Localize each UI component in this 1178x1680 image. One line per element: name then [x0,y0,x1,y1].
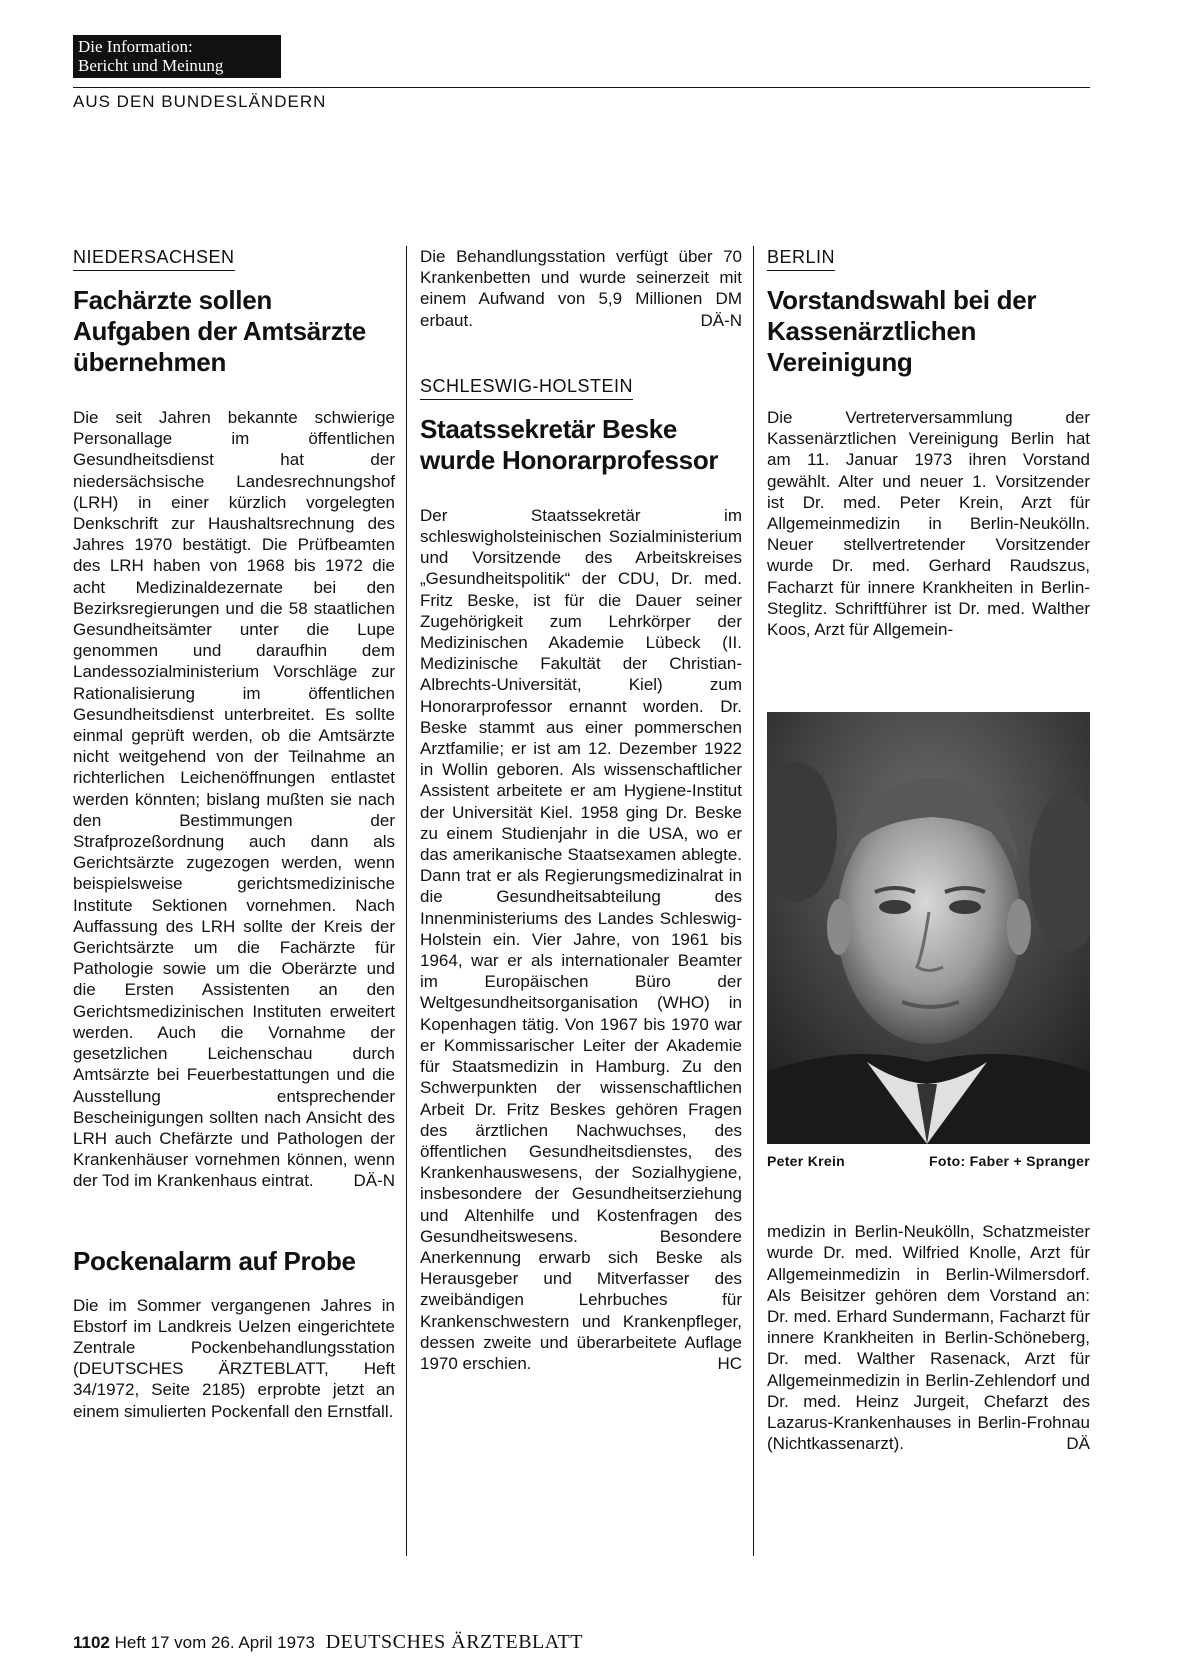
region-kicker-schleswig-holstein: SCHLESWIG-HOLSTEIN [420,375,633,400]
column-3 [767,246,1090,1454]
article-text: Die seit Jahren bekannte schwierige Personallage im öffentlichen Gesundheitsdienst hat der niedersächsische Landesrechnungshof (LRH) in einer kürzlich vorgelegten Denkschrift zur Haushaltsrechnung des Jahres 1970 bestätigt. Die Prüfbeamten des LRH haben von 1968 bis 1972 die acht Medizinaldezernate bei den Bezirksregierungen und die 58 staatlichen Gesundheitsämter unter die Lupe genommen und daraufhin dem Landessozialministerium Vorschläge zur Rationalisierung im öffentlichen Gesundheitsdienst unterbreitet. Es sollte einmal geprüft werden, ob die Amtsärzte nicht weitgehend von der Teilnahme an richterlichen Leichenöffnungen entlastet werden könnten; bislang mußten sie nach den Bestimmungen der Strafprozeßordnung auch dann als Gerichtsärzte zugezogen werden, wenn beispielsweise gerichtsmedizinische Institute Sektionen vornehmen. Nach Auffassung des LRH sollte der Kreis der Gerichtsärzte um die Fachärzte für Pathologie sowie um die Oberärzte und die Ersten Assistenten an den Gerichtsmedizinischen Instituten erweitert werden. Auch die Vornahme der gesetzlichen Leichenschau durch Amtsärzte bei Feuerbestattungen und die Ausstellung entsprechender Bescheinigungen sollten nach Ansicht des LRH auch Chefärzte und Pathologen der Krankenhäuser vornehmen können, wenn der Tod im Krankenhaus eintrat. [73,408,395,1191]
section-badge [73,35,281,78]
article-signature: DÄ-N [700,310,742,330]
article-body-pockenalarm-continued [420,246,742,331]
article-signature: DÄ [1066,1434,1090,1454]
article-text: Die Behandlungsstation verfügt über 70 Krankenbetten und wurde seinerzeit mit einem Aufwand von 5,9 Millionen DM erbaut. [420,247,742,330]
article-body-pockenalarm: Die im Sommer vergangenen Jahres in Ebstorf im Landkreis Uelzen eingerichtete Zentrale Pockenbehandlungsstation (DEUTSCHES ÄRZTEBLATT, Heft 34/1972, Seite 2185) erprobte jetzt an einem simulierten Pockenfall den Ernstfall. [73,1295,395,1421]
article-text: medizin in Berlin-Neukölln, Schatzmeister wurde Dr. med. Wilfried Knolle, Arzt für Allgemeinmedizin in Berlin-Wilmersdorf. Als Beisitzer gehören dem Vorstand an: Dr. med. Erhard Sundermann, Facharzt für innere Krankheiten in Berlin-Schöneberg, Dr. med. Walther Rasenack, Arzt für Allgemeinmedizin in Berlin-Zehlendorf und Dr. med. Heinz Jurgeit, Chefarzt des Lazarus-Krankenhauses in Berlin-Frohnau (Nichtkassenarzt). [767,1222,1090,1454]
section-rubric: AUS DEN BUNDESLÄNDERN [73,92,327,111]
article-headline-vorstandswahl: Vorstandswahl bei der Kassenärztlichen Vereinigung [767,285,1037,377]
journal-title: DEUTSCHES ÄRZTEBLATT [325,1631,583,1653]
issue-info: Heft 17 vom 26. April 1973 [114,1633,315,1652]
portrait-photo [767,712,1090,1144]
column-divider-1 [406,246,407,1556]
article-headline-beske: Staatssekretär Beske wurde Honorarprofessor [420,413,719,475]
article-body-vorstandswahl: Die Vertreterversammlung der Kassenärztlichen Vereinigung Berlin hat am 11. Januar 1973 ihren Vorstand gewählt. Alter und neuer 1. Vorsitzender ist Dr. med. Peter Krein, Arzt für Allgemeinmedizin in Berlin-Neukölln. Neuer stellvertretender Vorsitzender wurde Dr. med. Gerhard Raudszus, Facharzt für innere Krankheiten in Berlin-Steglitz. Schriftführer ist Dr. med. Walther Koos, Arzt für Allgemein- [767,408,1090,640]
article-text: Der Staatssekretär im schleswigholsteinischen Sozialministerium und Vorsitzende des Arbeitskreises „Gesundheitspolitik“ der CDU, Dr. med. Fritz Beske, ist für die Dauer seiner Zugehörigkeit zum Lehrkörper der Medizinischen Akademie Lübeck (II. Medizinische Fakultät der Christian-Albrechts-Universität, Kiel) zum Honorarprofessor ernannt worden. Dr. Beske stammt aus einer pommerschen Arztfamilie; er ist am 12. Dezember 1922 in Wollin geboren. Als wissenschaftlicher Assistent arbeitete er am Hygiene-Institut der Universität Kiel. 1958 ging Dr. Beske zu einem Studienjahr in die USA, wo er das amerikanische Staatsexamen ablegte. Dann trat er als Regierungsmedizinalrat in die Gesundheitsabteilung des Innenministeriums des Landes Schleswig-Holstein ein. Vier Jahre, von 1961 bis 1964, war er als internationaler Beamter im Europäischen Büro der Weltgesundheitsorganisation (WHO) in Kopenhagen tätig. Von 1967 bis 1970 war er Kommissarischer Leiter der Akademie für Staatsmedizin in Hamburg. Zu den Schwerpunkten der wissenschaftlichen Arbeit Dr. Fritz Beskes gehören Fragen des ärztlichen Nachwuchses, des öffentlichen Gesundheitsdienstes, des Krankenhauswesens, der Sozialhygiene, insbesondere der Gesundheitserziehung und Altenhilfe und Kostenfragen des Gesundheitswesens. Besondere Anerkennung erwarb sich Beske als Herausgeber und Mitverfasser des zweibändigen Lehrbuches für Krankenschwestern und Krankenpfleger, dessen zweite und überarbeitete Auflage 1970 erschien. [420,505,742,1373]
page-number: 1102 [73,1633,110,1652]
region-kicker-berlin: BERLIN [767,246,835,271]
photo-caption [767,1153,1090,1169]
header-rule [73,87,1090,88]
article-body-vorstandswahl-continued [767,1221,1090,1454]
article-headline-fachaerzte: Fachärzte sollen Aufgaben der Amtsärzte übernehmen [73,285,366,377]
column-divider-2 [753,246,754,1556]
badge-line-2: Bericht und Meinung [78,56,224,75]
article-headline-pockenalarm: Pockenalarm auf Probe [73,1245,356,1276]
caption-credit: Foto: Faber + Spranger [928,1153,1090,1170]
region-kicker-niedersachsen: NIEDERSACHSEN [73,246,235,271]
article-body-fachaerzte [73,407,395,1192]
portrait-image [767,712,1090,1144]
badge-line-1: Die Information: [78,37,193,56]
column-2 [420,246,742,1374]
caption-name: Peter Krein [767,1153,845,1170]
article-signature: DÄ-N [353,1171,395,1191]
article-signature: HC [717,1353,742,1373]
page-footer [73,1631,583,1654]
article-body-beske [420,505,742,1374]
column-1 [73,246,395,1422]
